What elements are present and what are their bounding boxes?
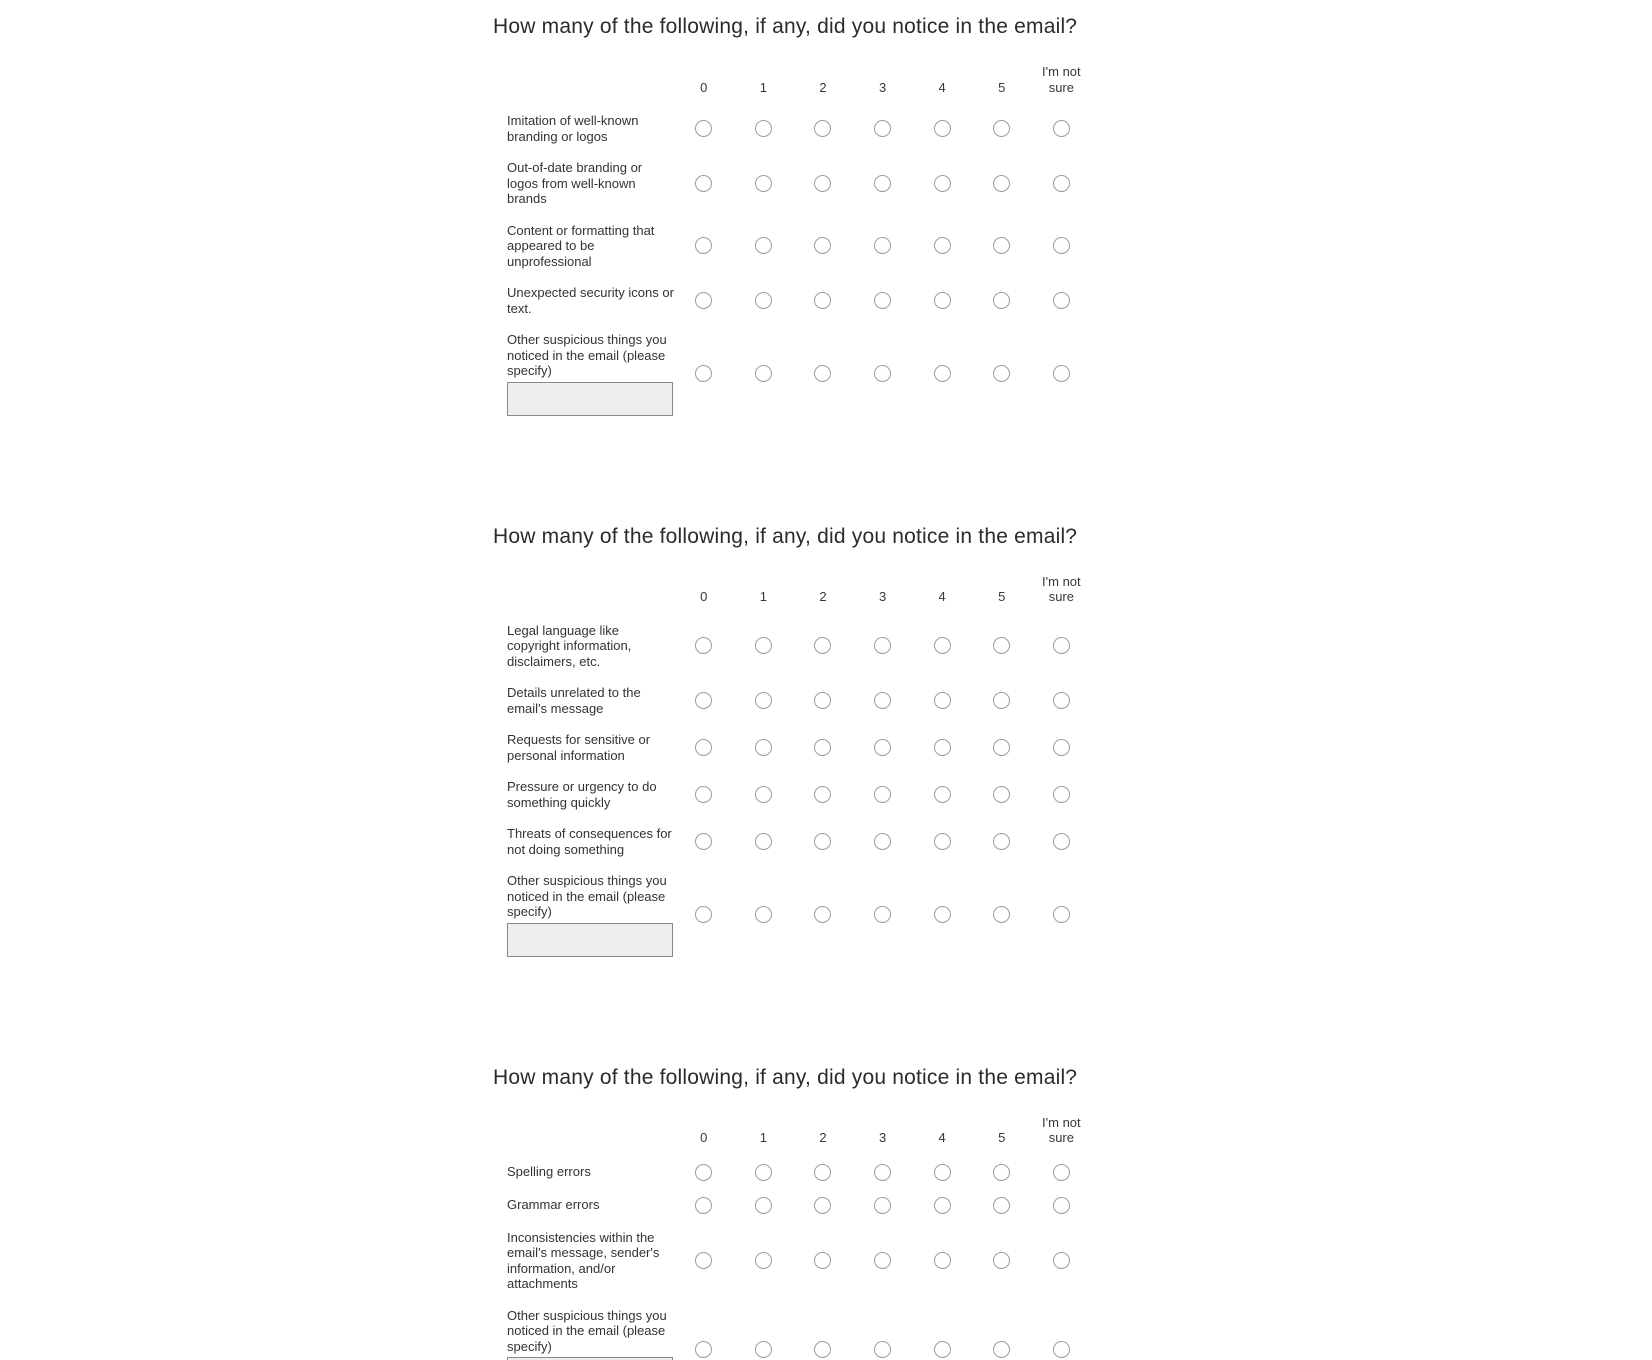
radio-option[interactable] — [695, 906, 712, 923]
radio-option[interactable] — [755, 292, 772, 309]
radio-option[interactable] — [934, 365, 951, 382]
radio-cell — [853, 365, 913, 382]
matrix-row — [493, 1189, 1091, 1222]
radio-cell — [734, 1164, 794, 1181]
statement-cell — [493, 1230, 674, 1292]
radio-option[interactable] — [874, 1252, 891, 1269]
radio-option[interactable] — [934, 1252, 951, 1269]
radio-cell — [734, 692, 794, 709]
statement-label: Out-of-date branding or logos from well-known brands — [507, 160, 643, 206]
radio-cell — [734, 739, 794, 756]
radio-cell — [972, 120, 1032, 137]
radio-option[interactable] — [993, 833, 1010, 850]
radio-option[interactable] — [934, 637, 951, 654]
matrix-row — [493, 105, 1091, 152]
radio-option[interactable] — [1053, 237, 1070, 254]
statement-cell — [493, 223, 674, 270]
radio-cell — [853, 175, 913, 192]
radio-cell — [912, 1252, 972, 1269]
matrix-row — [493, 724, 1091, 771]
radio-cell — [734, 906, 794, 923]
radio-cell — [793, 1341, 853, 1358]
radio-cell — [912, 637, 972, 654]
matrix-row — [493, 677, 1091, 724]
radio-option[interactable] — [695, 1197, 712, 1214]
radio-cell — [1032, 906, 1092, 923]
column-header: 0 — [700, 1130, 708, 1145]
radio-cell — [912, 120, 972, 137]
radio-cell — [674, 786, 734, 803]
radio-option[interactable] — [755, 1164, 772, 1181]
radio-option[interactable] — [993, 1252, 1010, 1269]
radio-cell — [1032, 1197, 1092, 1214]
radio-cell — [972, 833, 1032, 850]
radio-cell — [674, 175, 734, 192]
radio-option[interactable] — [755, 786, 772, 803]
radio-cell — [912, 739, 972, 756]
radio-cell — [853, 1164, 913, 1181]
radio-option[interactable] — [814, 692, 831, 709]
column-header: 4 — [938, 589, 946, 604]
matrix-row — [493, 1300, 1091, 1360]
radio-option[interactable] — [993, 739, 1010, 756]
statement-label: Other suspicious things you noticed in the email (please specify) — [507, 1307, 667, 1354]
radio-option[interactable] — [814, 237, 831, 254]
radio-option[interactable] — [1053, 120, 1070, 137]
radio-option[interactable] — [814, 739, 831, 756]
radio-cell — [734, 833, 794, 850]
radio-option[interactable] — [993, 637, 1010, 654]
statement-cell — [493, 1197, 674, 1213]
radio-option[interactable] — [695, 833, 712, 850]
radio-option[interactable] — [934, 906, 951, 923]
radio-option[interactable] — [874, 637, 891, 654]
radio-option[interactable] — [1053, 739, 1070, 756]
radio-option[interactable] — [874, 1164, 891, 1181]
matrix-row — [493, 152, 1091, 215]
question-block-2 — [493, 524, 1652, 965]
radio-cell — [853, 906, 913, 923]
statement-cell — [493, 1164, 674, 1180]
radio-cell — [972, 692, 1032, 709]
radio-option[interactable] — [874, 692, 891, 709]
statement-label: Spelling errors — [507, 1164, 591, 1180]
radio-cell — [912, 1164, 972, 1181]
radio-cell — [793, 1164, 853, 1181]
column-header: 1 — [759, 79, 767, 95]
statement-label: Imitation of well-known branding or logos — [507, 113, 639, 144]
matrix-row — [493, 1222, 1091, 1300]
radio-cell — [674, 1341, 734, 1358]
radio-cell — [912, 1341, 972, 1358]
statement-label: Pressure or urgency to do something quickly — [507, 779, 657, 810]
radio-option[interactable] — [934, 292, 951, 309]
radio-cell — [734, 1341, 794, 1358]
radio-cell — [912, 833, 972, 850]
radio-cell — [912, 237, 972, 254]
radio-option[interactable] — [814, 120, 831, 137]
radio-option[interactable] — [755, 365, 772, 382]
question-title: How many of the following, if any, did you notice in the email? — [493, 15, 1078, 38]
radio-option[interactable] — [755, 739, 772, 756]
radio-option[interactable] — [695, 365, 712, 382]
column-header: 5 — [998, 1130, 1006, 1145]
radio-cell — [972, 1341, 1032, 1358]
matrix-table — [493, 1102, 1091, 1360]
radio-cell — [853, 833, 913, 850]
column-header: 2 — [819, 79, 827, 95]
radio-cell — [1032, 739, 1092, 756]
radio-option[interactable] — [1053, 1197, 1070, 1214]
radio-option[interactable] — [755, 1197, 772, 1214]
statement-cell — [493, 873, 674, 957]
radio-cell — [853, 739, 913, 756]
radio-cell — [793, 175, 853, 192]
radio-option[interactable] — [755, 1341, 772, 1358]
statement-cell — [493, 685, 674, 716]
radio-option[interactable] — [1053, 292, 1070, 309]
radio-cell — [793, 786, 853, 803]
radio-option[interactable] — [755, 237, 772, 254]
radio-cell — [734, 786, 794, 803]
matrix-row — [493, 771, 1091, 818]
matrix-row — [493, 215, 1091, 278]
radio-cell — [734, 237, 794, 254]
radio-option[interactable] — [755, 175, 772, 192]
statement-label: Legal language like copyright information, disclaimers, etc. — [507, 622, 632, 669]
matrix-row — [493, 324, 1091, 424]
statement-label: Inconsistencies within the email's message, sender's information, and/or attachments — [507, 1229, 660, 1291]
radio-option[interactable] — [1053, 175, 1070, 192]
radio-option[interactable] — [934, 120, 951, 137]
radio-option[interactable] — [874, 365, 891, 382]
radio-option[interactable] — [695, 120, 712, 137]
matrix-row — [493, 615, 1091, 678]
statement-cell — [493, 1308, 674, 1360]
radio-cell — [912, 786, 972, 803]
radio-option[interactable] — [874, 292, 891, 309]
radio-option[interactable] — [1053, 637, 1070, 654]
column-header: 1 — [759, 1130, 767, 1145]
radio-option[interactable] — [814, 637, 831, 654]
radio-option[interactable] — [993, 786, 1010, 803]
radio-cell — [1032, 120, 1092, 137]
statement-cell — [493, 285, 674, 316]
radio-option[interactable] — [874, 906, 891, 923]
radio-cell — [853, 237, 913, 254]
statement-cell — [493, 826, 674, 857]
radio-cell — [674, 292, 734, 309]
radio-option[interactable] — [993, 120, 1010, 137]
radio-cell — [972, 637, 1032, 654]
radio-option[interactable] — [1053, 1164, 1070, 1181]
radio-option[interactable] — [993, 175, 1010, 192]
radio-cell — [674, 237, 734, 254]
statement-cell — [493, 623, 674, 670]
radio-option[interactable] — [755, 637, 772, 654]
radio-cell — [1032, 833, 1092, 850]
radio-option[interactable] — [874, 1197, 891, 1214]
radio-cell — [853, 637, 913, 654]
column-header: 4 — [938, 79, 946, 95]
column-header: 3 — [878, 589, 887, 604]
radio-cell — [793, 365, 853, 382]
radio-cell — [912, 906, 972, 923]
radio-option[interactable] — [695, 1252, 712, 1269]
statement-label: Content or formatting that appeared to be unprofessional — [507, 222, 655, 269]
radio-option[interactable] — [695, 692, 712, 709]
radio-cell — [793, 739, 853, 756]
radio-cell — [674, 906, 734, 923]
radio-option[interactable] — [934, 1341, 951, 1358]
statement-cell — [493, 113, 674, 144]
matrix-table — [493, 561, 1091, 965]
radio-cell — [674, 120, 734, 137]
statement-cell — [493, 779, 674, 810]
radio-option[interactable] — [814, 786, 831, 803]
radio-option[interactable] — [755, 692, 772, 709]
radio-cell — [793, 237, 853, 254]
radio-cell — [674, 739, 734, 756]
radio-option[interactable] — [695, 739, 712, 756]
matrix-header-row — [493, 561, 1091, 607]
radio-cell — [912, 365, 972, 382]
radio-option[interactable] — [934, 739, 951, 756]
radio-cell — [734, 365, 794, 382]
radio-option[interactable] — [874, 120, 891, 137]
column-header: 2 — [819, 589, 827, 604]
radio-cell — [674, 833, 734, 850]
matrix-header-row — [493, 1102, 1091, 1148]
statement-cell — [493, 160, 674, 207]
column-header: I'm not sure — [1042, 573, 1081, 604]
radio-option[interactable] — [755, 833, 772, 850]
radio-cell — [853, 120, 913, 137]
radio-option[interactable] — [1053, 833, 1070, 850]
column-header: 3 — [878, 1130, 887, 1145]
radio-option[interactable] — [1053, 692, 1070, 709]
column-header: 4 — [938, 1130, 946, 1145]
radio-cell — [793, 833, 853, 850]
radio-option[interactable] — [1053, 365, 1070, 382]
radio-cell — [793, 906, 853, 923]
radio-option[interactable] — [814, 292, 831, 309]
column-header: 3 — [878, 79, 887, 95]
radio-cell — [853, 786, 913, 803]
statement-label: Unexpected security icons or text. — [507, 285, 674, 316]
radio-option[interactable] — [934, 833, 951, 850]
matrix-row — [493, 1156, 1091, 1189]
radio-cell — [972, 292, 1032, 309]
radio-cell — [912, 175, 972, 192]
column-header: 1 — [759, 589, 767, 604]
radio-option[interactable] — [695, 292, 712, 309]
radio-option[interactable] — [1053, 1341, 1070, 1358]
column-header: 0 — [700, 79, 708, 95]
radio-option[interactable] — [934, 1197, 951, 1214]
radio-cell — [1032, 637, 1092, 654]
radio-option[interactable] — [874, 833, 891, 850]
radio-option[interactable] — [695, 1164, 712, 1181]
radio-cell — [734, 1252, 794, 1269]
question-title: How many of the following, if any, did you notice in the email? — [493, 524, 1078, 548]
radio-cell — [972, 1252, 1032, 1269]
radio-cell — [972, 1164, 1032, 1181]
radio-option[interactable] — [814, 1252, 831, 1269]
radio-cell — [674, 1252, 734, 1269]
radio-cell — [1032, 292, 1092, 309]
radio-cell — [734, 175, 794, 192]
statement-label: Details unrelated to the email's message — [507, 685, 641, 716]
radio-cell — [734, 120, 794, 137]
radio-option[interactable] — [993, 906, 1010, 923]
radio-option[interactable] — [1053, 906, 1070, 923]
radio-cell — [853, 692, 913, 709]
radio-cell — [674, 1197, 734, 1214]
radio-option[interactable] — [874, 786, 891, 803]
statement-label: Threats of consequences for not doing something — [507, 826, 672, 857]
radio-option[interactable] — [993, 1197, 1010, 1214]
radio-option[interactable] — [993, 692, 1010, 709]
radio-cell — [793, 637, 853, 654]
radio-cell — [972, 906, 1032, 923]
statement-label: Grammar errors — [507, 1197, 600, 1213]
radio-cell — [1032, 692, 1092, 709]
radio-cell — [793, 692, 853, 709]
radio-option[interactable] — [814, 1341, 831, 1358]
radio-option[interactable] — [814, 1164, 831, 1181]
radio-option[interactable] — [755, 120, 772, 137]
column-header: I'm not sure — [1042, 1114, 1081, 1145]
matrix-row — [493, 818, 1091, 865]
radio-option[interactable] — [755, 1252, 772, 1269]
radio-cell — [674, 365, 734, 382]
radio-cell — [972, 1197, 1032, 1214]
radio-option[interactable] — [874, 237, 891, 254]
radio-cell — [853, 1252, 913, 1269]
radio-option[interactable] — [934, 1164, 951, 1181]
radio-cell — [1032, 786, 1092, 803]
matrix-row — [493, 277, 1091, 324]
column-header: I'm not sure — [1042, 64, 1081, 95]
radio-option[interactable] — [993, 1341, 1010, 1358]
radio-option[interactable] — [814, 906, 831, 923]
radio-cell — [853, 1341, 913, 1358]
radio-cell — [674, 692, 734, 709]
radio-cell — [1032, 175, 1092, 192]
column-header: 5 — [998, 79, 1006, 95]
radio-cell — [912, 292, 972, 309]
radio-option[interactable] — [934, 175, 951, 192]
radio-cell — [972, 175, 1032, 192]
column-header: 0 — [700, 589, 708, 604]
radio-cell — [793, 1252, 853, 1269]
radio-cell — [793, 292, 853, 309]
radio-cell — [1032, 1164, 1092, 1181]
radio-cell — [972, 365, 1032, 382]
radio-option[interactable] — [814, 1197, 831, 1214]
radio-cell — [734, 1197, 794, 1214]
radio-option[interactable] — [695, 637, 712, 654]
radio-option[interactable] — [934, 237, 951, 254]
statement-label: Other suspicious things you noticed in the email (please specify) — [507, 873, 667, 919]
radio-cell — [972, 786, 1032, 803]
radio-cell — [1032, 1341, 1092, 1358]
matrix-row — [493, 865, 1091, 965]
radio-cell — [734, 637, 794, 654]
radio-cell — [1032, 237, 1092, 254]
radio-option[interactable] — [874, 739, 891, 756]
radio-option[interactable] — [874, 175, 891, 192]
radio-cell — [912, 692, 972, 709]
radio-option[interactable] — [993, 237, 1010, 254]
column-header: 5 — [998, 589, 1006, 604]
radio-option[interactable] — [934, 692, 951, 709]
radio-option[interactable] — [1053, 1252, 1070, 1269]
question-title: How many of the following, if any, did you notice in the email? — [493, 1065, 1078, 1089]
radio-option[interactable] — [695, 175, 712, 192]
radio-cell — [1032, 365, 1092, 382]
radio-cell — [674, 1164, 734, 1181]
radio-option[interactable] — [1053, 786, 1070, 803]
matrix-table — [493, 51, 1091, 424]
other-specify-input[interactable] — [507, 382, 673, 416]
radio-cell — [912, 1197, 972, 1214]
radio-cell — [674, 637, 734, 654]
radio-cell — [734, 292, 794, 309]
radio-cell — [853, 1197, 913, 1214]
column-header: 2 — [819, 1130, 827, 1145]
radio-cell — [793, 120, 853, 137]
radio-option[interactable] — [934, 786, 951, 803]
radio-option[interactable] — [814, 365, 831, 382]
radio-option[interactable] — [814, 833, 831, 850]
radio-option[interactable] — [993, 365, 1010, 382]
radio-cell — [972, 237, 1032, 254]
radio-option[interactable] — [993, 1164, 1010, 1181]
radio-cell — [1032, 1252, 1092, 1269]
radio-cell — [853, 292, 913, 309]
matrix-header-row — [493, 51, 1091, 97]
statement-label: Requests for sensitive or personal information — [507, 732, 651, 763]
other-specify-input[interactable] — [507, 923, 673, 957]
radio-option[interactable] — [695, 1341, 712, 1358]
radio-option[interactable] — [695, 237, 712, 254]
radio-cell — [972, 739, 1032, 756]
radio-cell — [793, 1197, 853, 1214]
radio-option[interactable] — [874, 1341, 891, 1358]
radio-option[interactable] — [755, 906, 772, 923]
radio-option[interactable] — [695, 786, 712, 803]
radio-option[interactable] — [814, 175, 831, 192]
radio-option[interactable] — [993, 292, 1010, 309]
statement-cell — [493, 732, 674, 763]
statement-cell — [493, 332, 674, 416]
question-block-1 — [493, 14, 1652, 424]
statement-label: Other suspicious things you noticed in the email (please specify) — [507, 332, 667, 378]
question-block-3 — [493, 1065, 1652, 1360]
